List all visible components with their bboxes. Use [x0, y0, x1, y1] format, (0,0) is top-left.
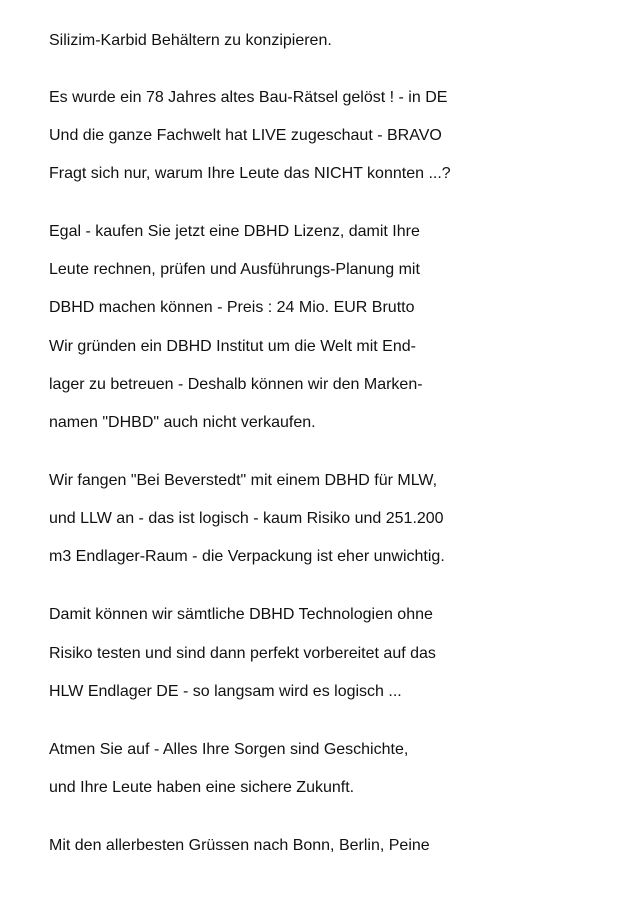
- text-line: Risiko testen und sind dann perfekt vorbereitet auf das: [49, 645, 436, 662]
- text-line: Damit können wir sämtliche DBHD Technologien ohne: [49, 606, 433, 623]
- text-line: HLW Endlager DE - so langsam wird es logisch ...: [49, 683, 402, 700]
- text-line: namen "DHBD" auch nicht verkaufen.: [49, 414, 316, 431]
- text-line: Silizim-Karbid Behältern zu konzipieren.: [49, 32, 332, 49]
- text-line: Es wurde ein 78 Jahres altes Bau-Rätsel gelöst ! - in DE: [49, 89, 448, 106]
- text-line: Fragt sich nur, warum Ihre Leute das NICHT konnten ...?: [49, 165, 451, 182]
- text-line: Leute rechnen, prüfen und Ausführungs-Planung mit: [49, 261, 420, 278]
- text-line: Und die ganze Fachwelt hat LIVE zugeschaut - BRAVO: [49, 127, 442, 144]
- text-line: DBHD machen können - Preis : 24 Mio. EUR Brutto: [49, 299, 415, 316]
- text-line: Wir gründen ein DBHD Institut um die Welt mit End-: [49, 338, 416, 355]
- text-line: Atmen Sie auf - Alles Ihre Sorgen sind Geschichte,: [49, 741, 409, 758]
- text-line: lager zu betreuen - Deshalb können wir den Marken-: [49, 376, 423, 393]
- text-line: Mit den allerbesten Grüssen nach Bonn, Berlin, Peine: [49, 837, 430, 854]
- text-line: m3 Endlager-Raum - die Verpackung ist eher unwichtig.: [49, 548, 445, 565]
- text-line: Egal - kaufen Sie jetzt eine DBHD Lizenz, damit Ihre: [49, 223, 420, 240]
- text-line: und Ihre Leute haben eine sichere Zukunft.: [49, 779, 355, 796]
- text-line: und LLW an - das ist logisch - kaum Risiko und 251.200: [49, 510, 444, 527]
- text-line: Wir fangen "Bei Beverstedt" mit einem DBHD für MLW,: [49, 472, 438, 489]
